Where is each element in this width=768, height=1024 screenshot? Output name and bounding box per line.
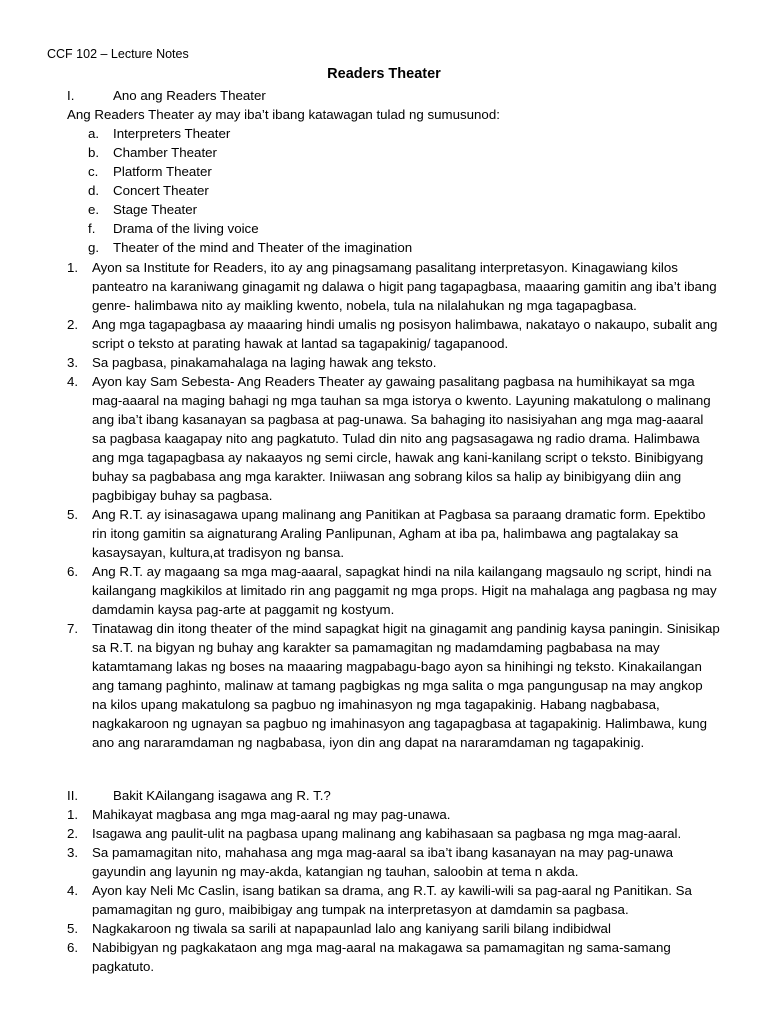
list-marker: 3. <box>67 845 79 860</box>
document-header: CCF 102 – Lecture Notes <box>47 47 189 61</box>
list-item-text: Ang R.T. ay magaang sa mga mag-aaaral, sapagkat hindi na nila kailangang magsaulo ng script, hindi na kailangang magkikilos at limitado rin ang paggamit ng mga props. Higit na mahalaga ang pagbasa ng may damdamin kaysa pag-arte at paggamit ng kostyum. <box>92 564 717 617</box>
section-2-point <box>67 824 721 843</box>
list-marker: 3. <box>67 355 79 370</box>
list-marker: 7. <box>67 621 79 636</box>
list-item-text: Sa pagbasa, pinakamahalaga na laging hawak ang teksto. <box>92 355 437 370</box>
term-item <box>88 143 728 162</box>
section-1-point <box>67 505 721 562</box>
section-1-point <box>67 258 721 315</box>
list-marker: 5. <box>67 921 79 936</box>
terms-list <box>88 124 728 257</box>
list-item-text: Drama of the living voice <box>113 221 259 236</box>
section-1-points <box>67 258 721 752</box>
section-2-heading <box>67 786 331 805</box>
section-1-point <box>67 315 721 353</box>
term-item <box>88 124 728 143</box>
list-marker: 1. <box>67 807 79 822</box>
list-marker: g. <box>88 240 100 255</box>
list-item-text: Chamber Theater <box>113 145 217 160</box>
section-2-title: Bakit KAilangang isagawa ang R. T.? <box>113 788 331 803</box>
list-item-text: Stage Theater <box>113 202 198 217</box>
list-marker: b. <box>88 145 100 160</box>
list-item-text: Ang R.T. ay isinasagawa upang malinang ang Panitikan at Pagbasa sa paraang dramatic form. Epektibo rin itong gamitin sa aignaturang Araling Panlipunan, Agham at iba pa, halimbawa ang pagtalakay sa kasaysayan, kultura,at tradisyon ng bansa. <box>92 507 706 560</box>
list-item-text: Mahikayat magbasa ang mga mag-aaral ng may pag-unawa. <box>92 807 451 822</box>
section-1-point <box>67 372 721 505</box>
term-item <box>88 162 728 181</box>
list-marker: 6. <box>67 564 79 579</box>
list-item-text: Ayon kay Sam Sebesta- Ang Readers Theater ay gawaing pasalitang pagbasa na humihikayat sa mga mag-aaaral na maging bahagi ng mga tauhan sa mga istorya o kwento. Layuning makatulong o malinang ang iba’t ibang kasanayan sa pagbasa at pag-unawa. Sa bahaging ito nasisiyahan ang mga mag-aaaral sa pagbasa kaagapay nito ang pagkatuto. Tulad din nito ang pagsasagawa ng radio drama. Halimbawa ang mga tagapagbasa ay nakaayos ng semi circle, hawak ang kani-kanilang script o teksto. Binibigyang buhay sa pagbabasa ang mga karakter. Iniiwasan ang sobrang kilos sa halip ay binibigyang diin ang pagbibigay buhay sa pagbasa. <box>92 374 711 503</box>
list-item-text: Isagawa ang paulit-ulit na pagbasa upang malinang ang kabihasaan sa pagbasa ng mga mag-aaral. <box>92 826 682 841</box>
list-marker: 2. <box>67 826 79 841</box>
term-item <box>88 219 728 238</box>
section-2-point <box>67 938 721 976</box>
list-marker: e. <box>88 202 100 217</box>
list-item-text: Theater of the mind and Theater of the imagination <box>113 240 413 255</box>
list-marker: a. <box>88 126 100 141</box>
list-item-text: Interpreters Theater <box>113 126 231 141</box>
section-1-point <box>67 353 721 372</box>
list-item-text: Nagkakaroon ng tiwala sa sarili at napapaunlad lalo ang kaniyang sarili bilang indibidwal <box>92 921 611 936</box>
list-item-text: Tinatawag din itong theater of the mind sapagkat higit na ginagamit ang pandinig kaysa paningin. Sinisikap sa R.T. na bigyan ng buhay ang karakter sa pamamagitan ng madamdaming pagbabasa na may katamtamang lakas ng boses na maaaring magpabagu-bago ayon sa hinihingi ng teksto. Kinakailangan ang tamang paghinto, malinaw at tamang pagbigkas ng mga salita o mga pangungusap na may angkop na kilos upang makatulong sa pagbuo ng imahinasyon ng mga tagapakinig. Habang nagbabasa, nagkakaroon ng ugnayan sa pagbuo ng imahinasyon ang tagapagbasa at tagapakinig. Halimbawa, kung ano ang nararamdaman ng nagbabasa, iyon din ang dapat na nararamdaman ng tagapakinig. <box>92 621 720 750</box>
list-marker: c. <box>88 164 99 179</box>
list-marker: 5. <box>67 507 79 522</box>
list-item-text: Ayon kay Neli Mc Caslin, isang batikan sa drama, ang R.T. ay kawili-wili sa pag-aaral ng Panitikan. Sa pamamagitan ng guro, maibibigay ang tumpak na interpretasyon at damdamin sa pagbasa. <box>92 883 692 917</box>
section-2-point <box>67 919 721 938</box>
page-title: Readers Theater <box>327 66 441 82</box>
term-item <box>88 200 728 219</box>
section-2-point <box>67 805 721 824</box>
list-marker: f. <box>88 221 96 236</box>
list-item-text: Concert Theater <box>113 183 209 198</box>
section-1-point <box>67 619 721 752</box>
section-2-points <box>67 805 721 976</box>
section-1-point <box>67 562 721 619</box>
intro-text: Ang Readers Theater ay may iba’t ibang katawagan tulad ng sumusunod: <box>67 107 500 122</box>
list-marker: 1. <box>67 260 79 275</box>
section-2-point <box>67 843 721 881</box>
list-marker: 4. <box>67 374 79 389</box>
list-item-text: Ang mga tagapagbasa ay maaaring hindi umalis ng posisyon halimbawa, nakatayo o nakaupo, subalit ang script o teksto at parating hawak at lantad sa tagapakinig/ tagapanood. <box>92 317 718 351</box>
section-2-point <box>67 881 721 919</box>
list-item-text: Sa pamamagitan nito, mahahasa ang mga mag-aaral sa iba’t ibang kasanayan na may pag-unawa gayundin ang layunin ng may-akda, katangian ng tauhan, saloobin at tema n akda. <box>92 845 673 879</box>
list-item-text: Nabibigyan ng pagkakataon ang mga mag-aaral na makagawa sa pamamagitan ng sama-samang pagkatuto. <box>92 940 671 974</box>
section-2-number: II. <box>67 788 79 803</box>
section-1-number: I. <box>67 88 75 103</box>
list-marker: d. <box>88 183 100 198</box>
list-item-text: Platform Theater <box>113 164 212 179</box>
list-marker: 2. <box>67 317 79 332</box>
section-1-title: Ano ang Readers Theater <box>113 88 266 103</box>
term-item <box>88 181 728 200</box>
list-marker: 4. <box>67 883 79 898</box>
term-item <box>88 238 728 257</box>
list-marker: 6. <box>67 940 79 955</box>
section-1-heading <box>67 86 266 105</box>
list-item-text: Ayon sa Institute for Readers, ito ay ang pinagsamang pasalitang interpretasyon. Kinagawiang kilos panteatro na karaniwang ginagamit ng dalawa o higit pang tagapagbasa, maaaring gamitin ang iba’t ibang genre- halimbawa nito ay maikling kwento, nobela, tula na nilalahukan ng mga tagapagbasa. <box>92 260 717 313</box>
